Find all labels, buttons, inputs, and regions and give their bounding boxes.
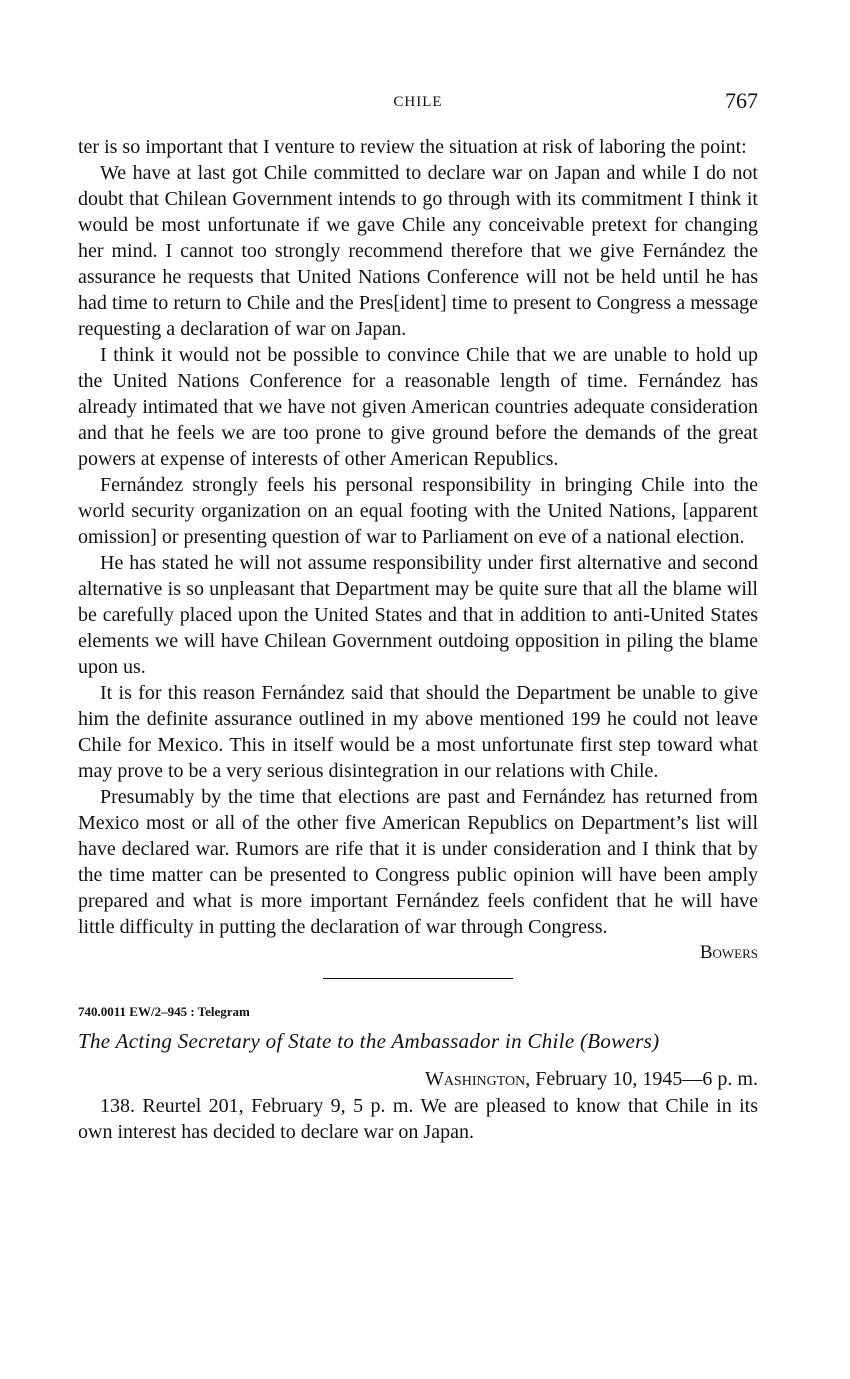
document-title: The Acting Secretary of State to the Ambassador in Chile (Bowers) <box>78 1029 660 1053</box>
paragraph: Fernández strongly feels his personal responsibility in bringing Chile into the world security organization on an equal footing with the United Nations, [apparent omission] or presenting question of war to Parliament on eve of a national election. <box>78 474 758 548</box>
paragraph: He has stated he will not assume responsibility under first alternative and second alternative is so unpleasant that Department may be quite sure that all the blame will be carefully placed upon the United States and that in addition to anti-United States elements we will have Chilean Government outdoing opposition in piling the blame upon us. <box>78 552 758 678</box>
paragraph-continuation: ter is so important that I venture to review the situation at risk of laboring the point: <box>78 136 747 158</box>
page-number: 767 <box>725 88 758 113</box>
running-title: CHILE <box>393 94 443 110</box>
dateline <box>78 1065 758 1093</box>
paragraph: Presumably by the time that elections are past and Fernández has returned from Mexico most or all of the other five American Republics on Department’s list will have declared war. Rumors are rife that it is under consideration and I think that by the time matter can be presented to Congress public opinion will have been amply prepared and what is more important Fernández feels confident that he will have little difficulty in putting the declaration of war through Congress. <box>78 786 758 938</box>
section-divider <box>323 978 513 979</box>
file-reference: 740.0011 EW/2–945 : Telegram <box>78 1004 250 1019</box>
dateline-place: Washington, <box>424 1068 531 1090</box>
signature: Bowers <box>699 942 758 963</box>
paragraph: It is for this reason Fernández said that should the Department be unable to give him the definite assurance outlined in my above mentioned 199 he could not leave Chile for Mexico. This in itself would be a most unfortunate first step toward what may prove to be a very serious disintegration in our relations with Chile. <box>78 682 758 782</box>
paragraph: We have at last got Chile committed to declare war on Japan and while I do not doubt that Chilean Government intends to go through with its commitment I think it would be most unfortunate if we gave Chile any conceivable pretext for changing her mind. I cannot too strongly recommend therefore that we give Fernández the assurance he requests that United Nations Conference will not be held until he has had time to return to Chile and the Pres[ident] time to present to Congress a message requesting a declaration of war on Japan. <box>78 162 758 340</box>
running-head <box>78 88 758 118</box>
opening-paragraph: 138. Reurtel 201, February 9, 5 p. m. We are pleased to know that Chile in its own interest has decided to declare war on Japan. <box>78 1095 758 1143</box>
dateline-date: February 10, 1945—6 p. m. <box>530 1068 758 1090</box>
body-text <box>78 134 758 1145</box>
paragraph: I think it would not be possible to convince Chile that we are unable to hold up the United Nations Conference for a reasonable length of time. Fernández has already intimated that we have not given American countries adequate consideration and that he feels we are too prone to give ground before the demands of the great powers at expense of interests of other American Republics. <box>78 344 758 470</box>
